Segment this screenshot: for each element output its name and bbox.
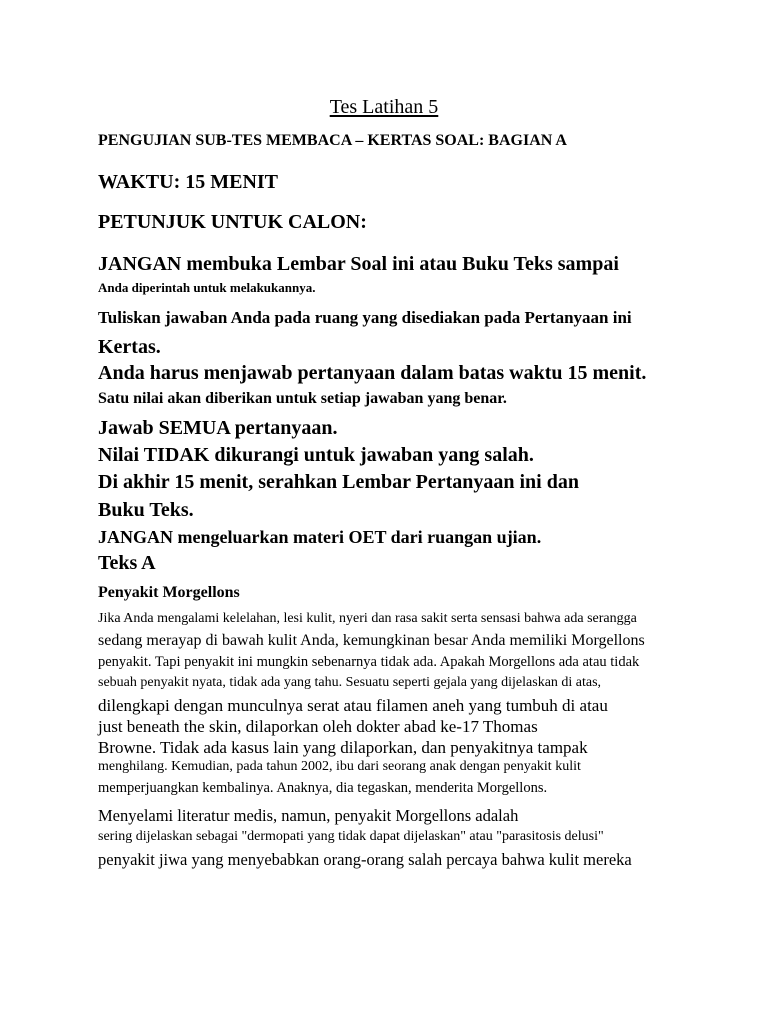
text-label: Teks A	[98, 552, 156, 574]
article-line: memperjuangkan kembalinya. Anaknya, dia tegaskan, menderita Morgellons.	[98, 780, 548, 796]
instruction-line: Buku Teks.	[98, 499, 194, 521]
subtest-heading: PENGUJIAN SUB-TES MEMBACA – KERTAS SOAL: BAGIAN A	[98, 132, 567, 149]
instruction-line: Di akhir 15 menit, serahkan Lembar Pertanyaan ini dan	[98, 471, 579, 493]
instruction-line: Nilai TIDAK dikurangi untuk jawaban yang salah.	[98, 444, 534, 466]
instruction-line: JANGAN mengeluarkan materi OET dari ruangan ujian.	[98, 527, 542, 547]
article-line: menghilang. Kemudian, pada tahun 2002, ibu dari seorang anak dengan penyakit kulit	[98, 759, 581, 774]
article-line: sering dijelaskan sebagai "dermopati yang tidak dapat dijelaskan" atau "parasitosis delusi"	[98, 829, 604, 844]
article-line: Browne. Tidak ada kasus lain yang dilaporkan, dan penyakitnya tampak	[98, 738, 588, 757]
article-line: Menyelami literatur medis, namun, penyakit Morgellons adalah	[98, 806, 519, 825]
document-title: Tes Latihan 5	[329, 96, 439, 118]
instruction-line: Tuliskan jawaban Anda pada ruang yang disediakan pada Pertanyaan ini	[98, 308, 632, 327]
article-line: penyakit. Tapi penyakit ini mungkin sebenarnya tidak ada. Apakah Morgellons ada atau tidak	[98, 654, 640, 670]
article-line: just beneath the skin, dilaporkan oleh dokter abad ke-17 Thomas	[98, 717, 538, 736]
time-limit: WAKTU: 15 MENIT	[98, 171, 279, 193]
article-title: Penyakit Morgellons	[98, 584, 240, 601]
instruction-line: Anda harus menjawab pertanyaan dalam batas waktu 15 menit.	[98, 362, 647, 384]
article-line: penyakit jiwa yang menyebabkan orang-orang salah percaya bahwa kulit mereka	[98, 850, 632, 869]
instruction-line: Jawab SEMUA pertanyaan.	[98, 417, 338, 439]
instruction-line: Anda diperintah untuk melakukannya.	[98, 280, 316, 295]
article-line: Jika Anda mengalami kelelahan, lesi kulit, nyeri dan rasa sakit serta sensasi bahwa ada serangga	[98, 611, 637, 626]
instruction-line: Satu nilai akan diberikan untuk setiap jawaban yang benar.	[98, 390, 507, 407]
article-line: sebuah penyakit nyata, tidak ada yang tahu. Sesuatu seperti gejala yang dijelaskan di atas,	[98, 675, 602, 690]
instructions-heading: PETUNJUK UNTUK CALON:	[98, 211, 367, 233]
instruction-line: JANGAN membuka Lembar Soal ini atau Buku Teks sampai	[98, 253, 619, 275]
article-line: dilengkapi dengan munculnya serat atau filamen aneh yang tumbuh di atau	[98, 696, 608, 715]
article-line: sedang merayap di bawah kulit Anda, kemungkinan besar Anda memiliki Morgellons	[98, 632, 645, 649]
instruction-line: Kertas.	[98, 336, 161, 358]
